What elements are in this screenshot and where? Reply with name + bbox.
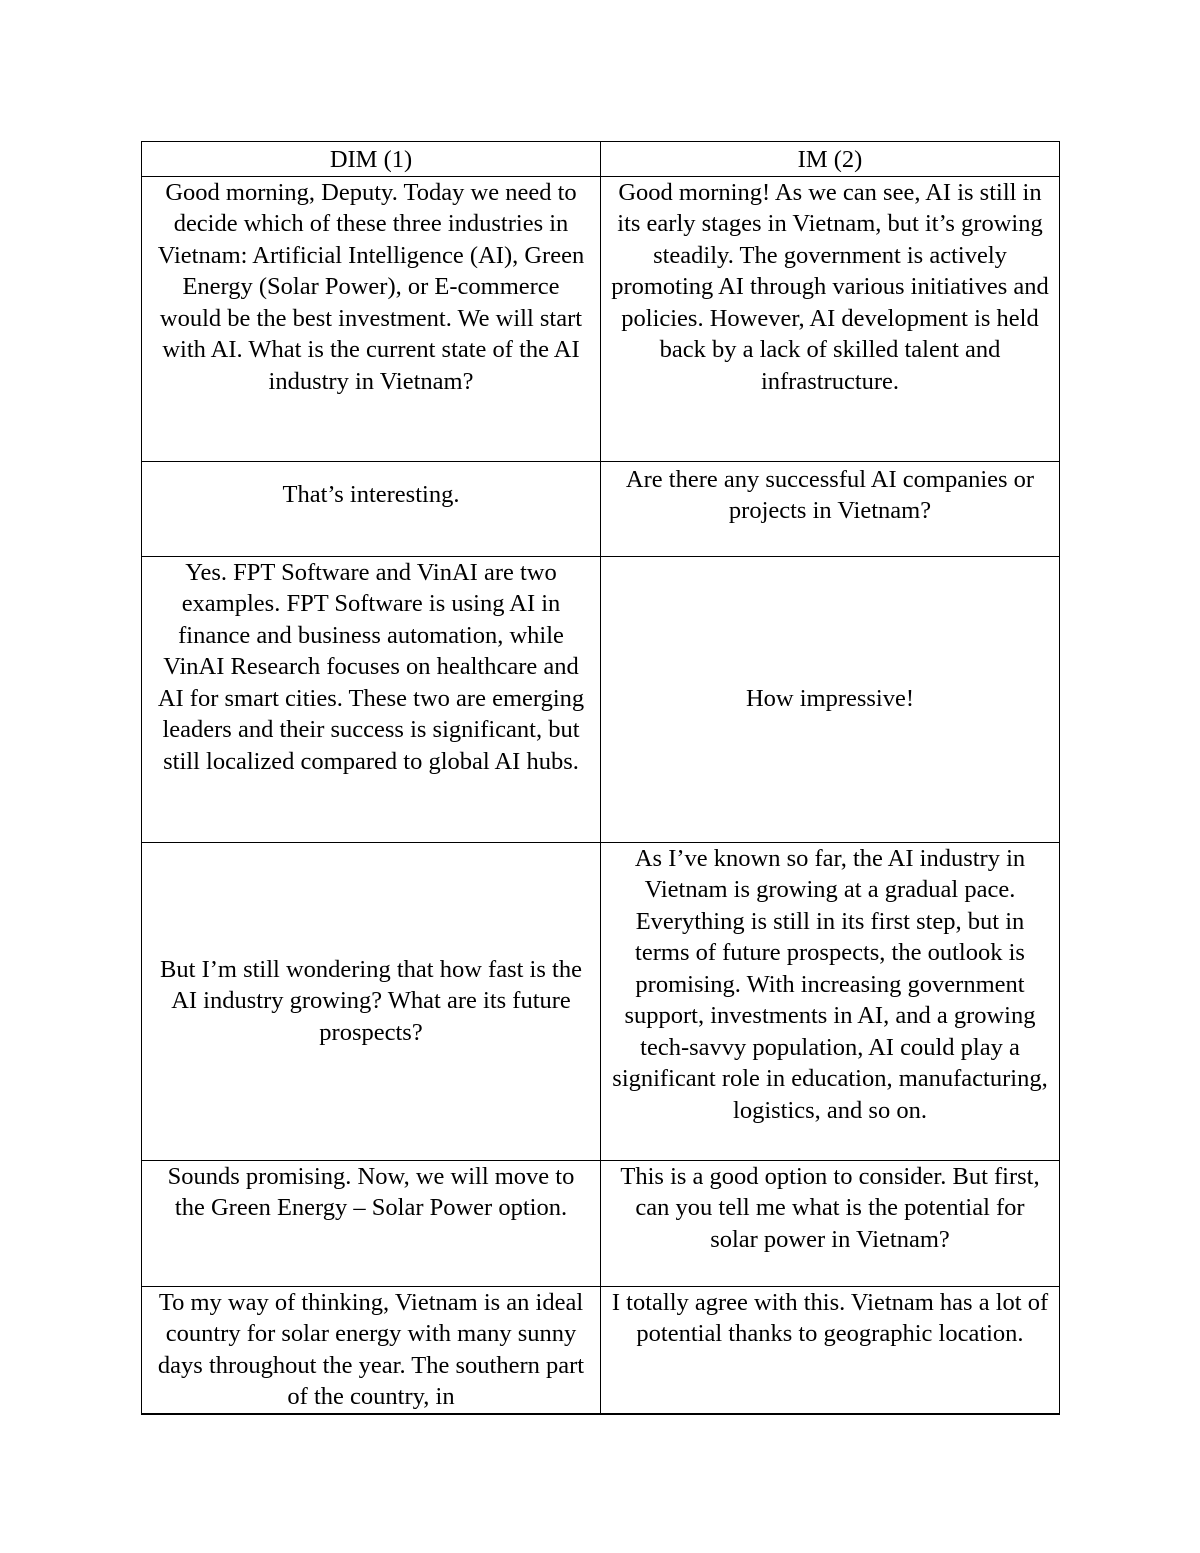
table-row [142, 176, 1060, 461]
table-row [142, 461, 1060, 556]
table-row [142, 556, 1060, 842]
dim-cell: But I’m still wondering that how fast is the AI industry growing? What are its future prospects? [142, 842, 601, 1160]
im-cell: I totally agree with this. Vietnam has a lot of potential thanks to geographic location. [601, 1286, 1060, 1414]
table-row [142, 1160, 1060, 1286]
im-cell: Good morning! As we can see, AI is still in its early stages in Vietnam, but it’s growing steadily. The government is actively promoting AI through various initiatives and policies. However, AI development is held back by a lack of skilled talent and infrastructure. [601, 176, 1060, 461]
im-cell: As I’ve known so far, the AI industry in Vietnam is growing at a gradual pace. Everything is still in its first step, but in terms of future prospects, the outlook is promising. With increasing government support, investments in AI, and a growing tech-savvy population, AI could play a significant role in education, manufacturing, logistics, and so on. [601, 842, 1060, 1160]
dim-cell: Good morning, Deputy. Today we need to decide which of these three industries in Vietnam: Artificial Intelligence (AI), Green Energy (Solar Power), or E-commerce would be the best investment. We will start with AI. What is the current state of the AI industry in Vietnam? [142, 176, 601, 461]
table-row [142, 1286, 1060, 1414]
dim-cell: Yes. FPT Software and VinAI are two examples. FPT Software is using AI in finance and business automation, while VinAI Research focuses on healthcare and AI for smart cities. These two are emerging leaders and their success is significant, but still localized compared to global AI hubs. [142, 556, 601, 842]
dim-cell: That’s interesting. [142, 461, 601, 556]
im-cell: Are there any successful AI companies or projects in Vietnam? [601, 461, 1060, 556]
dialogue-table [141, 141, 1060, 1415]
header-dim: DIM (1) [142, 142, 601, 177]
dim-cell: To my way of thinking, Vietnam is an ideal country for solar energy with many sunny days throughout the year. The southern part of the country, in [142, 1286, 601, 1414]
dim-cell: Sounds promising. Now, we will move to the Green Energy – Solar Power option. [142, 1160, 601, 1286]
header-im: IM (2) [601, 142, 1060, 177]
table-header-row [142, 142, 1060, 177]
table-row [142, 842, 1060, 1160]
im-cell: How impressive! [601, 556, 1060, 842]
im-cell: This is a good option to consider. But first, can you tell me what is the potential for solar power in Vietnam? [601, 1160, 1060, 1286]
